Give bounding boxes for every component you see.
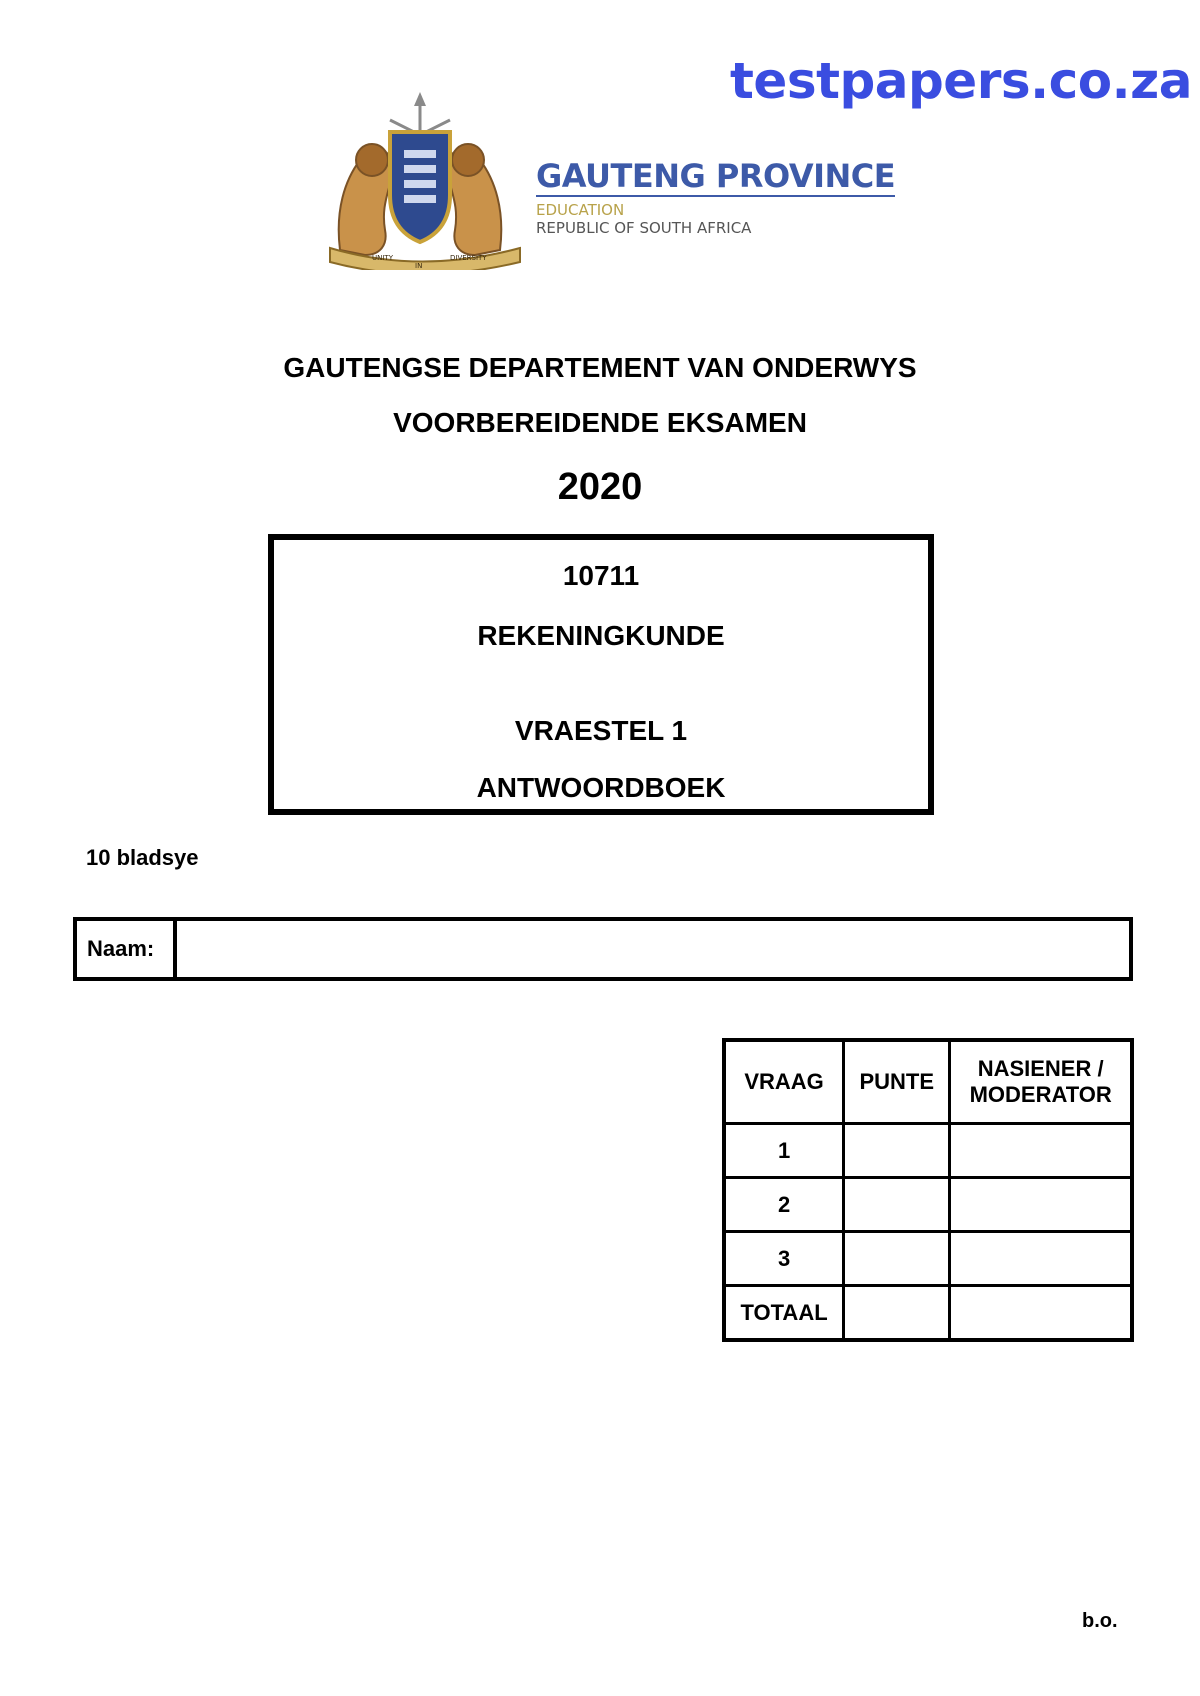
question-number: 3 (724, 1232, 844, 1286)
watermark-text: testpapers.co.za (730, 52, 1192, 110)
logo-subtitle-education: EDUCATION (536, 201, 625, 219)
table-row (724, 1124, 1132, 1178)
motto-unity: UNITY (372, 254, 393, 262)
exam-title: VOORBEREIDENDE EKSAMEN (393, 407, 807, 438)
table-row-total (724, 1286, 1132, 1341)
logo-title: GAUTENG PROVINCE (536, 157, 896, 195)
logo-subtitle-country: REPUBLIC OF SOUTH AFRICA (536, 219, 752, 237)
marks-table-header-row (724, 1040, 1132, 1124)
marks-cell[interactable] (844, 1232, 950, 1286)
paper-number: VRAESTEL 1 (514, 715, 688, 746)
header-nasiener: NASIENER / MODERATOR (950, 1040, 1132, 1124)
page-count: 10 bladsye (86, 845, 199, 870)
exam-year: 2020 (557, 466, 643, 508)
table-row (724, 1232, 1132, 1286)
motto-diversity: DIVERSITY (450, 254, 487, 262)
moderator-cell[interactable] (950, 1178, 1132, 1232)
coat-of-arms-icon (320, 90, 540, 270)
marks-cell[interactable] (844, 1124, 950, 1178)
question-number: 1 (724, 1124, 844, 1178)
subject-box (268, 534, 934, 815)
header-punte: PUNTE (844, 1040, 950, 1124)
name-field-box (73, 917, 1133, 981)
name-input[interactable] (177, 921, 1129, 977)
name-label: Naam: (77, 921, 177, 977)
total-label: TOTAAL (724, 1286, 844, 1341)
turn-over-note: b.o. (1082, 1610, 1118, 1632)
subject-code: 10711 (562, 560, 640, 591)
gauteng-logo (300, 90, 910, 270)
department-title: GAUTENGSE DEPARTEMENT VAN ONDERWYS (283, 352, 917, 383)
question-number: 2 (724, 1178, 844, 1232)
header-vraag: VRAAG (724, 1040, 844, 1124)
logo-text-block (536, 158, 895, 237)
motto-in: IN (415, 262, 423, 270)
moderator-cell[interactable] (950, 1232, 1132, 1286)
marks-cell[interactable] (844, 1178, 950, 1232)
paper-type: ANTWOORDBOEK (476, 772, 726, 803)
total-marks-cell[interactable] (844, 1286, 950, 1341)
subject-name: REKENINGKUNDE (477, 620, 725, 651)
moderator-cell[interactable] (950, 1124, 1132, 1178)
marks-table (722, 1038, 1134, 1342)
table-row (724, 1178, 1132, 1232)
total-moderator-cell[interactable] (950, 1286, 1132, 1341)
